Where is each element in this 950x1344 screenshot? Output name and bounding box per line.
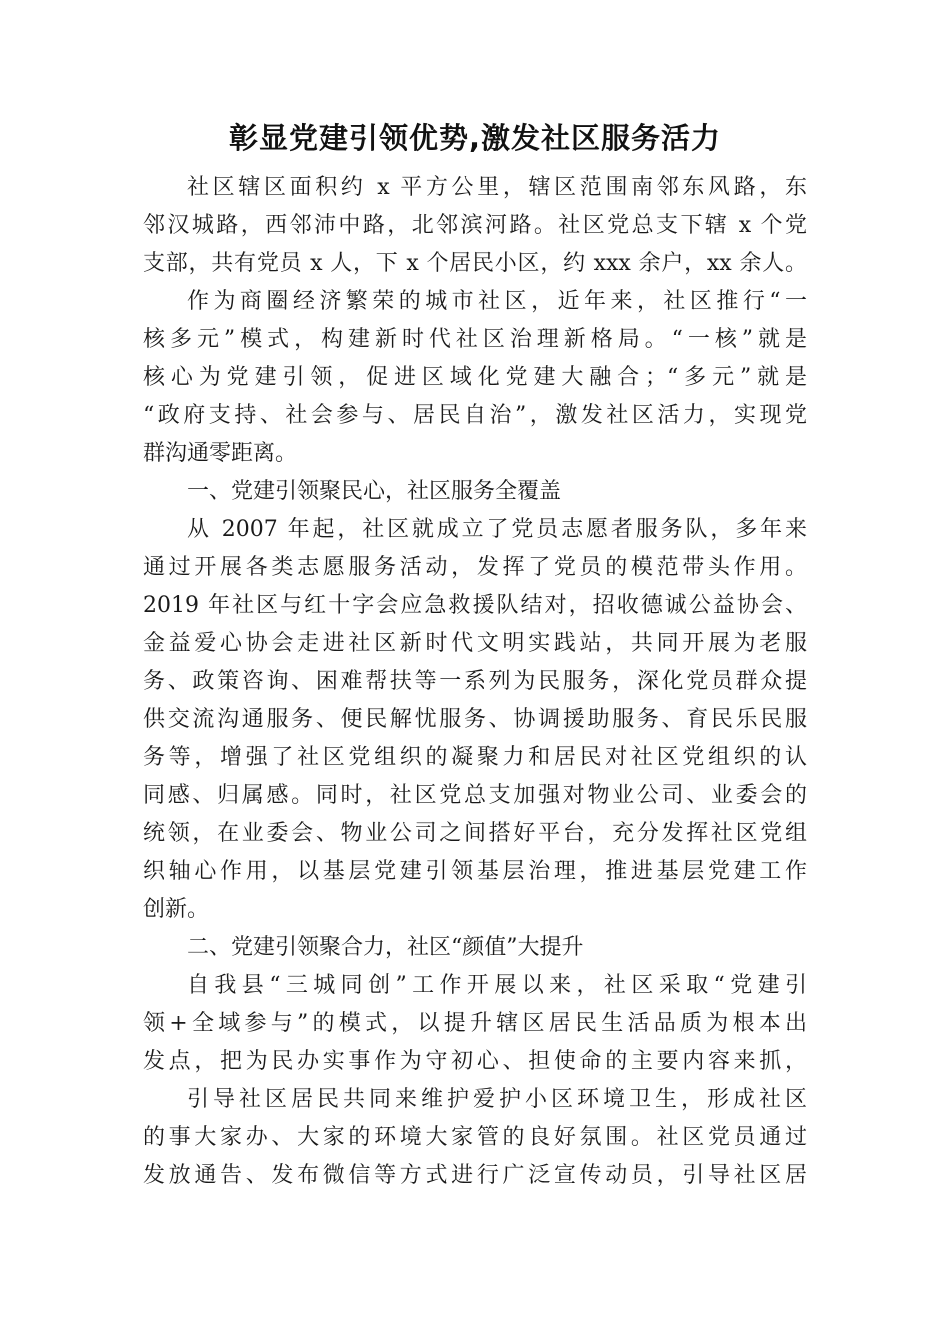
body-line: 群沟通零距离。 bbox=[143, 441, 298, 466]
body-line: “政府支持、社会参与、居民自治”，激发社区活力，实现党 bbox=[143, 403, 807, 428]
body-line: 务、政策咨询、困难帮扶等一系列为民服务，深化党员群众提 bbox=[143, 669, 807, 694]
body-line: 二、党建引领聚合力，社区“颜值”大提升 bbox=[187, 935, 584, 960]
body-line: 2019 年社区与红十字会应急救援队结对，招收德诚公益协会、 bbox=[143, 593, 807, 618]
body-line: 一、党建引领聚民心，社区服务全覆盖 bbox=[187, 479, 562, 504]
body-line: 支部，共有党员 x 人，下 x 个居民小区，约 xxx 余户，xx 余人。 bbox=[143, 251, 807, 276]
body-line: 发点，把为民办实事作为守初心、担使命的主要内容来抓， bbox=[143, 1049, 807, 1074]
body-line: 引导社区居民共同来维护爱护小区环境卫生，形成社区 bbox=[187, 1087, 807, 1112]
body-line: 自我县“三城同创”工作开展以来，社区采取“党建引 bbox=[187, 973, 807, 998]
body-line: 从 2007 年起，社区就成立了党员志愿者服务队，多年来 bbox=[187, 517, 807, 542]
body-line: 核多元”模式，构建新时代社区治理新格局。“一核”就是 bbox=[143, 327, 807, 352]
body-line: 金益爱心协会走进社区新时代文明实践站，共同开展为老服 bbox=[143, 631, 807, 656]
body-line: 同感、归属感。同时，社区党总支加强对物业公司、业委会的 bbox=[143, 783, 807, 808]
body-line: 发放通告、发布微信等方式进行广泛宣传动员，引导社区居 bbox=[143, 1163, 807, 1188]
body-line: 作为商圈经济繁荣的城市社区，近年来，社区推行“一 bbox=[187, 289, 807, 314]
body-line: 务等，增强了社区党组织的凝聚力和居民对社区党组织的认 bbox=[143, 745, 807, 770]
body-line: 社区辖区面积约 x 平方公里，辖区范围南邻东风路，东 bbox=[187, 175, 807, 200]
body-line: 的事大家办、大家的环境大家管的良好氛围。社区党员通过 bbox=[143, 1125, 807, 1150]
body-line: 织轴心作用，以基层党建引领基层治理，推进基层党建工作 bbox=[143, 859, 807, 884]
body-line: 创新。 bbox=[143, 897, 210, 922]
body-line: 领+全域参与”的模式，以提升辖区居民生活品质为根本出 bbox=[143, 1011, 807, 1036]
document-body bbox=[143, 169, 807, 1195]
body-line: 统领，在业委会、物业公司之间搭好平台，充分发挥社区党组 bbox=[143, 821, 807, 846]
document-title: 彰显党建引领优势,激发社区服务活力 bbox=[228, 121, 722, 155]
body-line: 通过开展各类志愿服务活动，发挥了党员的模范带头作用。 bbox=[143, 555, 807, 580]
body-line: 邻汉城路，西邻沛中路，北邻滨河路。社区党总支下辖 x 个党 bbox=[143, 213, 807, 238]
body-line: 核心为党建引领，促进区域化党建大融合；“多元”就是 bbox=[143, 365, 807, 390]
body-line: 供交流沟通服务、便民解忧服务、协调援助服务、育民乐民服 bbox=[143, 707, 807, 732]
